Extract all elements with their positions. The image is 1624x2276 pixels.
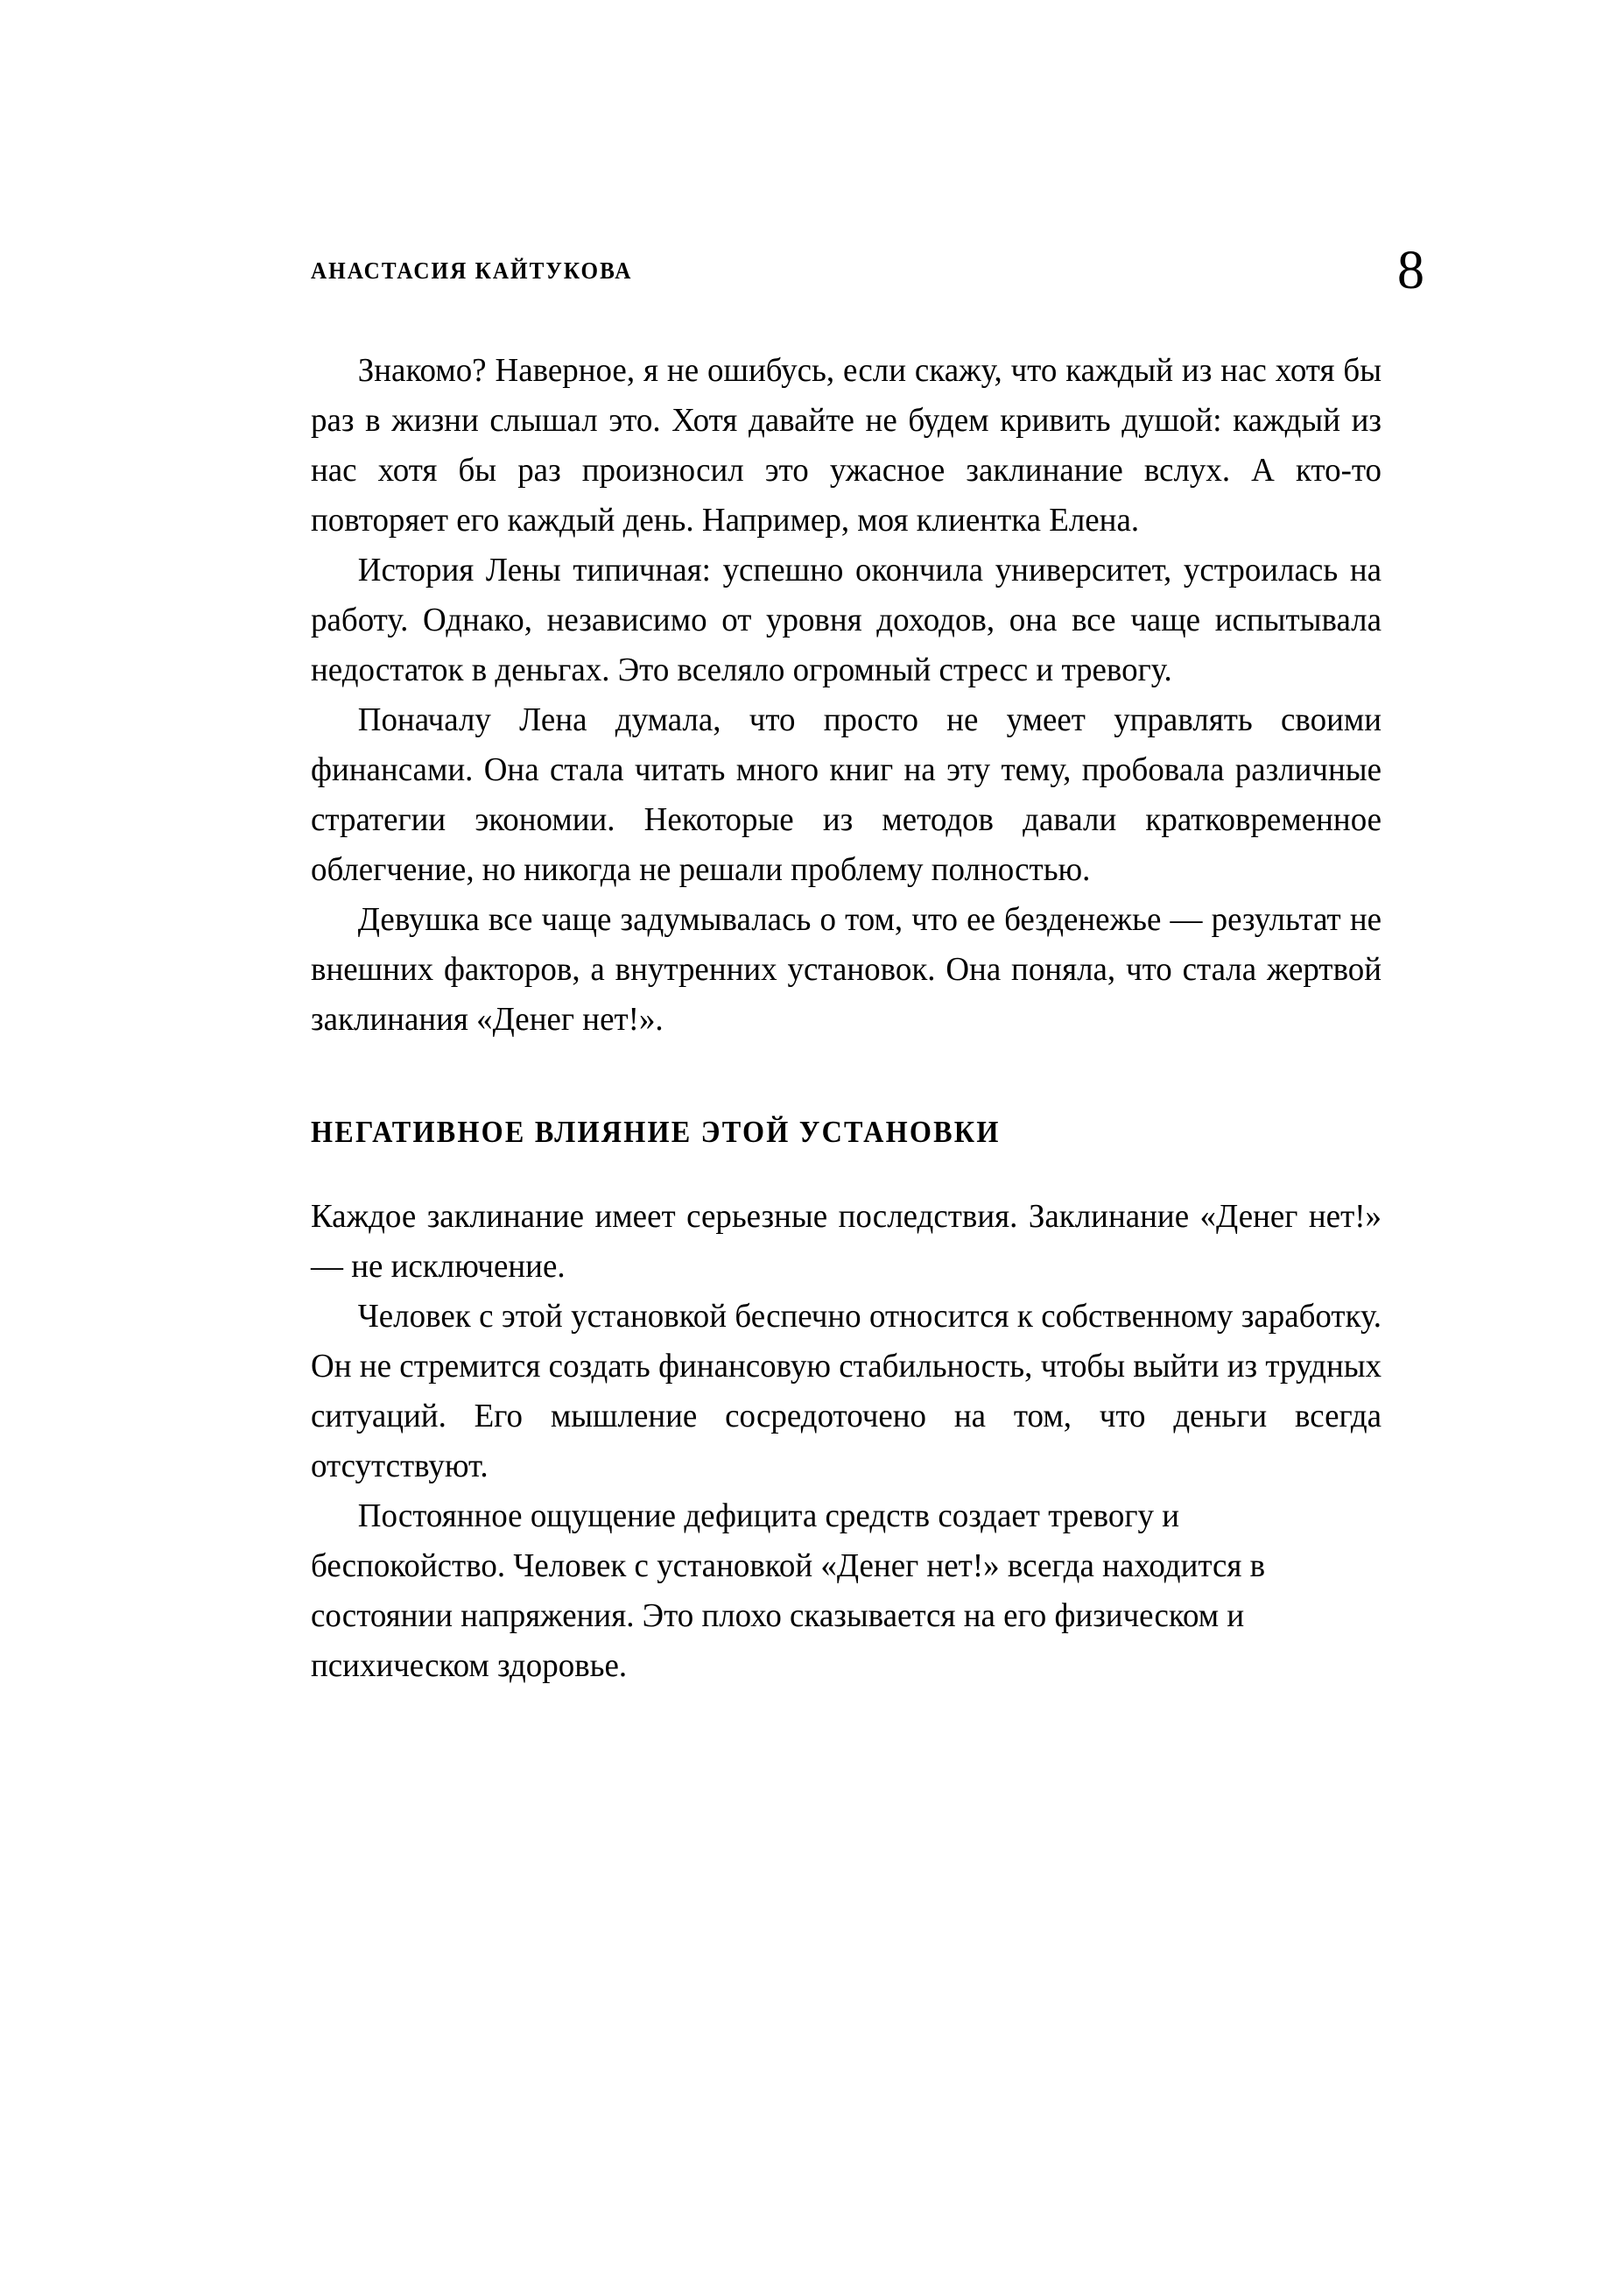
paragraph: Девушка все чаще задумывалась о том, что ее безденежье — результат не внешних факторов, а внутренних установок. Она поняла, что стала жертвой заклинания «Денег нет!». — [311, 901, 1382, 1038]
body-text-column — [311, 346, 1426, 1691]
paragraph: Человек с этой установкой беспечно относится к собственному заработку. Он не стремится создать финансовую стабильность, чтобы выйти из трудных ситуаций. Его мышление сосредоточено на том, что деньги всегда отсутствуют. — [311, 1298, 1382, 1484]
spacer — [311, 1045, 1426, 1113]
paragraph: Постоянное ощущение дефицита средств создает тревогу и беспокойство. Человек с установкой «Денег нет!» всегда находится в состоянии напряжения. Это плохо сказывается на его физическом и психическом здоровье. — [311, 1497, 1266, 1684]
section-heading: НЕГАТИВНОЕ ВЛИЯНИЕ ЭТОЙ УСТАНОВКИ — [311, 1115, 1001, 1149]
paragraph: Знакомо? Наверное, я не ошибусь, если скажу, что каждый из нас хотя бы раз в жизни слышал это. Хотя давайте не будем кривить душой: каждый из нас хотя бы раз произносил это ужасное заклинание вслух. А кто-то повторяет его каждый день. Например, моя клиентка Елена. — [311, 352, 1382, 539]
page-header — [311, 243, 1424, 305]
running-head-author: АНАСТАСИЯ КАЙТУКОВА — [311, 257, 633, 284]
paragraph: История Лены типичная: успешно окончила университет, устроилась на работу. Однако, независимо от уровня доходов, она все чаще испытывала недостаток в деньгах. Это вселяло огромный стресс и тревогу. — [311, 552, 1382, 688]
spacer — [311, 1152, 1426, 1192]
paragraph: Каждое заклинание имеет серьезные последствия. Заклинание «Денег нет!» — не исключение. — [311, 1198, 1382, 1285]
paragraph: Поначалу Лена думала, что просто не умеет управлять своими финансами. Она стала читать много книг на эту тему, пробовала различные стратегии экономии. Некоторые из методов давали кратковременное облегчение, но никогда не решали проблему полностью. — [311, 701, 1382, 888]
page-number: 8 — [1397, 241, 1424, 300]
